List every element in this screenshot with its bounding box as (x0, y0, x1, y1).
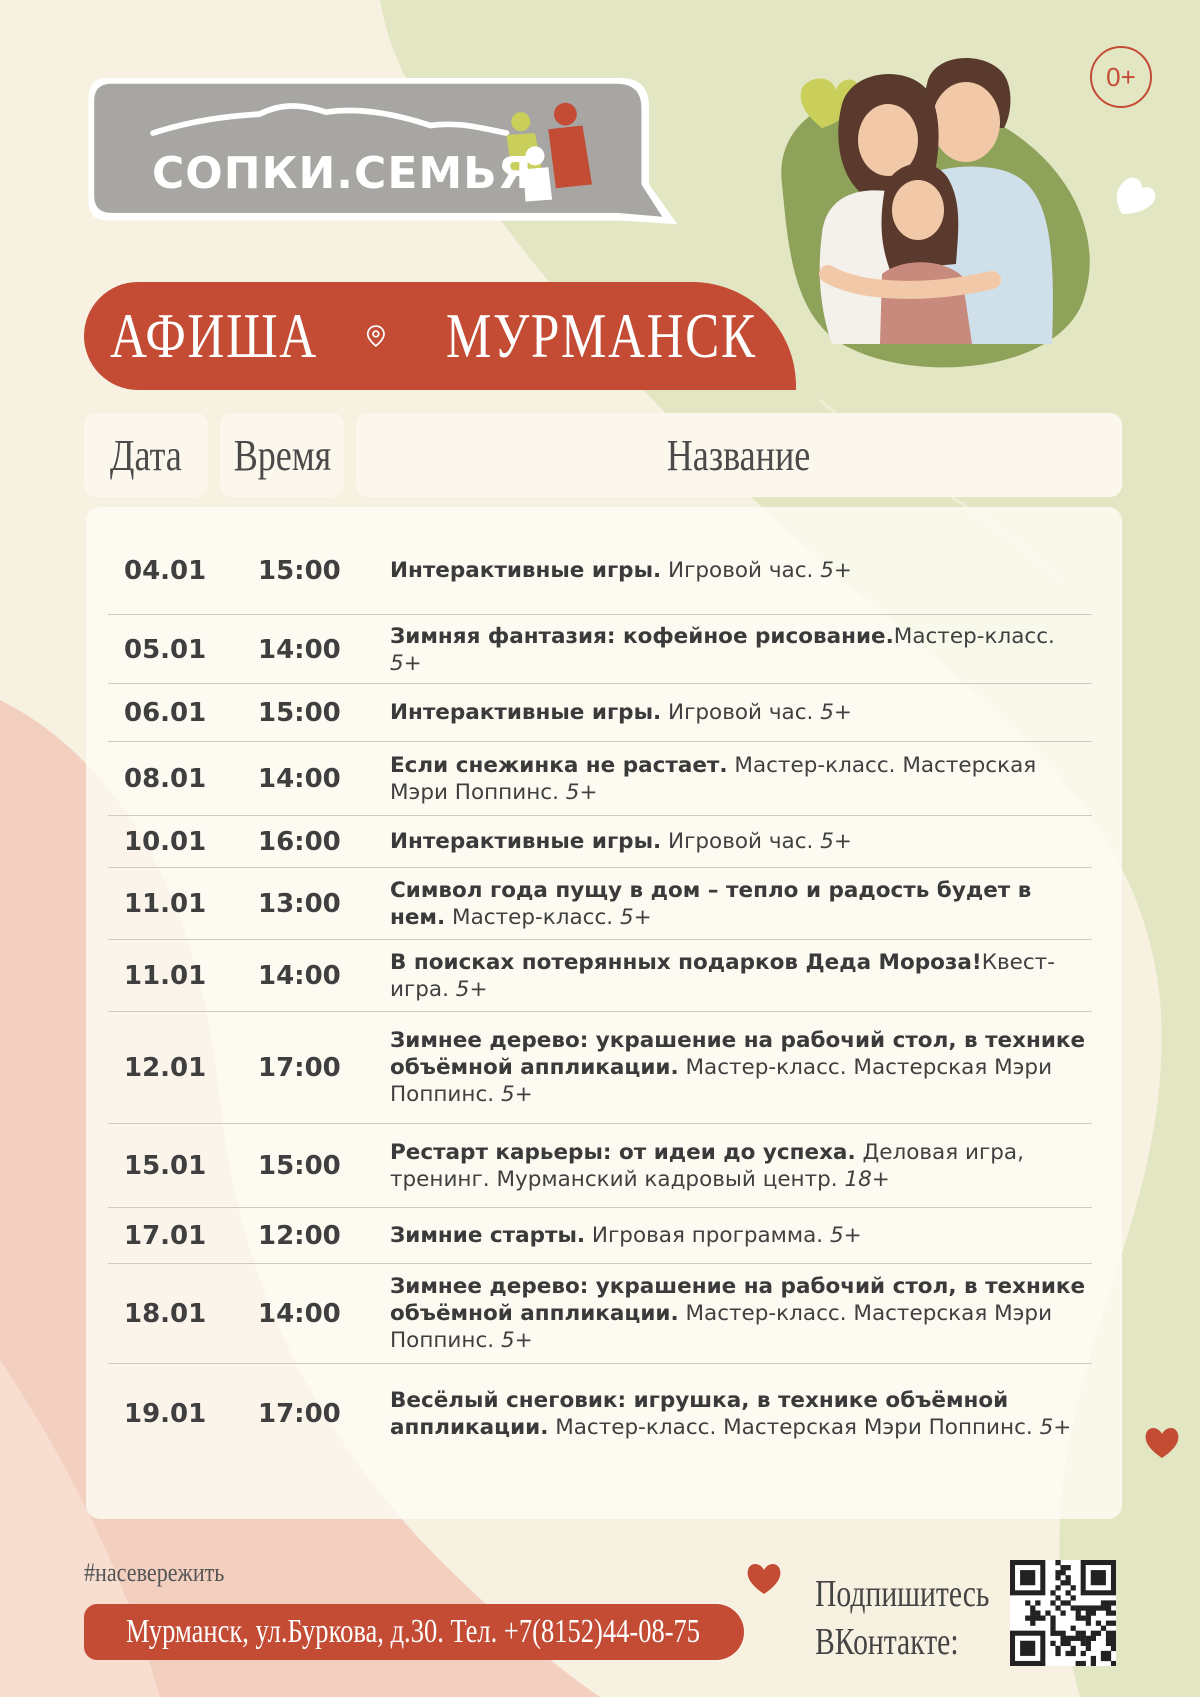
event-age: 5+ (565, 779, 598, 805)
address-banner (84, 1604, 744, 1660)
event-title: Интерактивные игры. (390, 700, 662, 725)
event-date: 06.01 (124, 697, 207, 728)
address-text: Мурманск, ул.Буркова, д.30. Тел. +7(8152)44-08-75 (126, 1613, 701, 1650)
event-description: Мастер-класс. (893, 623, 1055, 649)
event-name (390, 868, 1090, 939)
event-description: Мастер-класс. Мастерская Мэри Поппинс. (548, 1415, 1040, 1440)
family-illustration (752, 44, 1162, 394)
event-name (390, 616, 1090, 683)
event-description: Деловая игра, тренинг. Мурманский кадровый центр. (390, 1139, 1024, 1192)
event-name (390, 1364, 1090, 1464)
event-description: Квест-игра. (390, 949, 1055, 1002)
event-age: 5+ (820, 700, 852, 725)
event-title: Зимняя фантазия: кофейное рисование. (390, 623, 894, 649)
event-title: Зимнее дерево: украшение на рабочий стол, в технике объёмной аппликации. (390, 1028, 1086, 1080)
heart-icon (1142, 1424, 1182, 1460)
event-name (390, 1208, 1090, 1263)
event-time: 14:00 (258, 634, 341, 665)
title-city: МУРМАНСК (446, 300, 758, 371)
subscribe-line-2: ВКонтакте: (815, 1621, 959, 1663)
event-name (390, 1012, 1090, 1123)
event-title: Зимние старты. (390, 1223, 586, 1248)
event-title: Зимнее дерево: украшение на рабочий стол, в технике объёмной аппликации. (390, 1274, 1086, 1326)
event-date: 04.01 (124, 555, 207, 586)
heart-icon (1117, 178, 1156, 214)
event-name (390, 527, 1090, 614)
event-name (390, 1124, 1090, 1207)
hashtag: #насевережить (84, 1558, 225, 1587)
age-rating-badge: 0+ (1090, 46, 1152, 108)
event-date: 12.01 (124, 1052, 207, 1083)
event-time: 17:00 (258, 1052, 341, 1083)
subscribe-line-1: Подпишитесь (815, 1573, 990, 1615)
event-date: 17.01 (124, 1220, 207, 1251)
table-row (108, 816, 1092, 868)
event-age: 5+ (820, 829, 852, 854)
event-description: Мастер-класс. Мастерская Мэри Поппинс. (390, 752, 1037, 805)
event-age: 18+ (844, 1166, 890, 1192)
table-row (108, 527, 1092, 615)
event-description: Игровая программа. (585, 1223, 830, 1248)
table-row (108, 742, 1092, 816)
event-date: 08.01 (124, 763, 207, 794)
event-description: Игровой час. (661, 700, 821, 725)
event-name (390, 684, 1090, 741)
location-pin-icon (366, 304, 386, 368)
table-row (108, 1124, 1092, 1208)
subscribe-text (815, 1570, 989, 1666)
table-row (108, 868, 1092, 940)
event-title: Рестарт карьеры: от идеи до успеха. (390, 1139, 856, 1165)
event-date: 11.01 (124, 960, 207, 991)
event-description: Мастер-класс. Мастерская Мэри Поппинс. (390, 1055, 1053, 1107)
event-time: 16:00 (258, 826, 341, 857)
table-row (108, 940, 1092, 1012)
table-row (108, 1208, 1092, 1264)
table-row (108, 1264, 1092, 1364)
event-title: Если снежинка не растает. (390, 752, 728, 778)
qr-code-icon[interactable] (1010, 1560, 1116, 1666)
event-age: 5+ (500, 1328, 533, 1353)
event-date: 11.01 (124, 888, 207, 919)
event-time: 15:00 (258, 555, 341, 586)
event-time: 14:00 (258, 763, 341, 794)
event-title: Интерактивные игры. (390, 558, 662, 583)
event-date: 05.01 (124, 634, 207, 665)
event-title: Символ года пущу в дом – тепло и радость будет в нем. (390, 877, 1032, 930)
logo-text: СОПКИ.СЕМЬЯ (152, 148, 533, 199)
event-age: 5+ (500, 1082, 533, 1107)
event-age: 5+ (820, 558, 852, 583)
event-date: 19.01 (124, 1399, 207, 1429)
table-row (108, 1364, 1092, 1464)
event-name (390, 816, 1090, 867)
event-time: 14:00 (258, 960, 341, 991)
event-title: В поисках потерянных подарков Деда Мороза! (390, 949, 982, 975)
column-header-name: Название (356, 413, 1122, 497)
event-description: Игровой час. (661, 558, 821, 583)
event-date: 10.01 (124, 826, 207, 857)
event-age: 5+ (829, 1223, 862, 1248)
table-row (108, 1012, 1092, 1124)
table-row (108, 684, 1092, 742)
event-age: 5+ (1039, 1415, 1072, 1440)
title-afisha: АФИША (109, 300, 318, 371)
event-time: 13:00 (258, 888, 341, 919)
event-description: Игровой час. (661, 829, 821, 854)
event-age: 5+ (390, 650, 422, 676)
event-title: Интерактивные игры. (390, 829, 662, 854)
event-description: Мастер-класс. (445, 904, 620, 930)
event-name (390, 940, 1090, 1011)
column-header-date: Дата (84, 413, 208, 497)
event-name (390, 1264, 1090, 1363)
event-date: 15.01 (124, 1150, 207, 1181)
event-age: 5+ (455, 976, 488, 1002)
event-time: 15:00 (258, 697, 341, 728)
event-age: 5+ (619, 904, 652, 930)
event-time: 17:00 (258, 1399, 341, 1429)
event-description: Мастер-класс. Мастерская Мэри Поппинс. (390, 1301, 1053, 1353)
event-time: 15:00 (258, 1150, 341, 1181)
table-row (108, 616, 1092, 684)
event-time: 12:00 (258, 1220, 341, 1251)
column-header-time: Время (220, 413, 344, 497)
event-title: Весёлый снеговик: игрушка, в технике объёмной аппликации. (390, 1388, 1009, 1440)
event-time: 14:00 (258, 1298, 341, 1329)
event-date: 18.01 (124, 1298, 207, 1329)
event-name (390, 742, 1090, 815)
heart-icon (744, 1560, 784, 1596)
title-banner (84, 282, 796, 390)
